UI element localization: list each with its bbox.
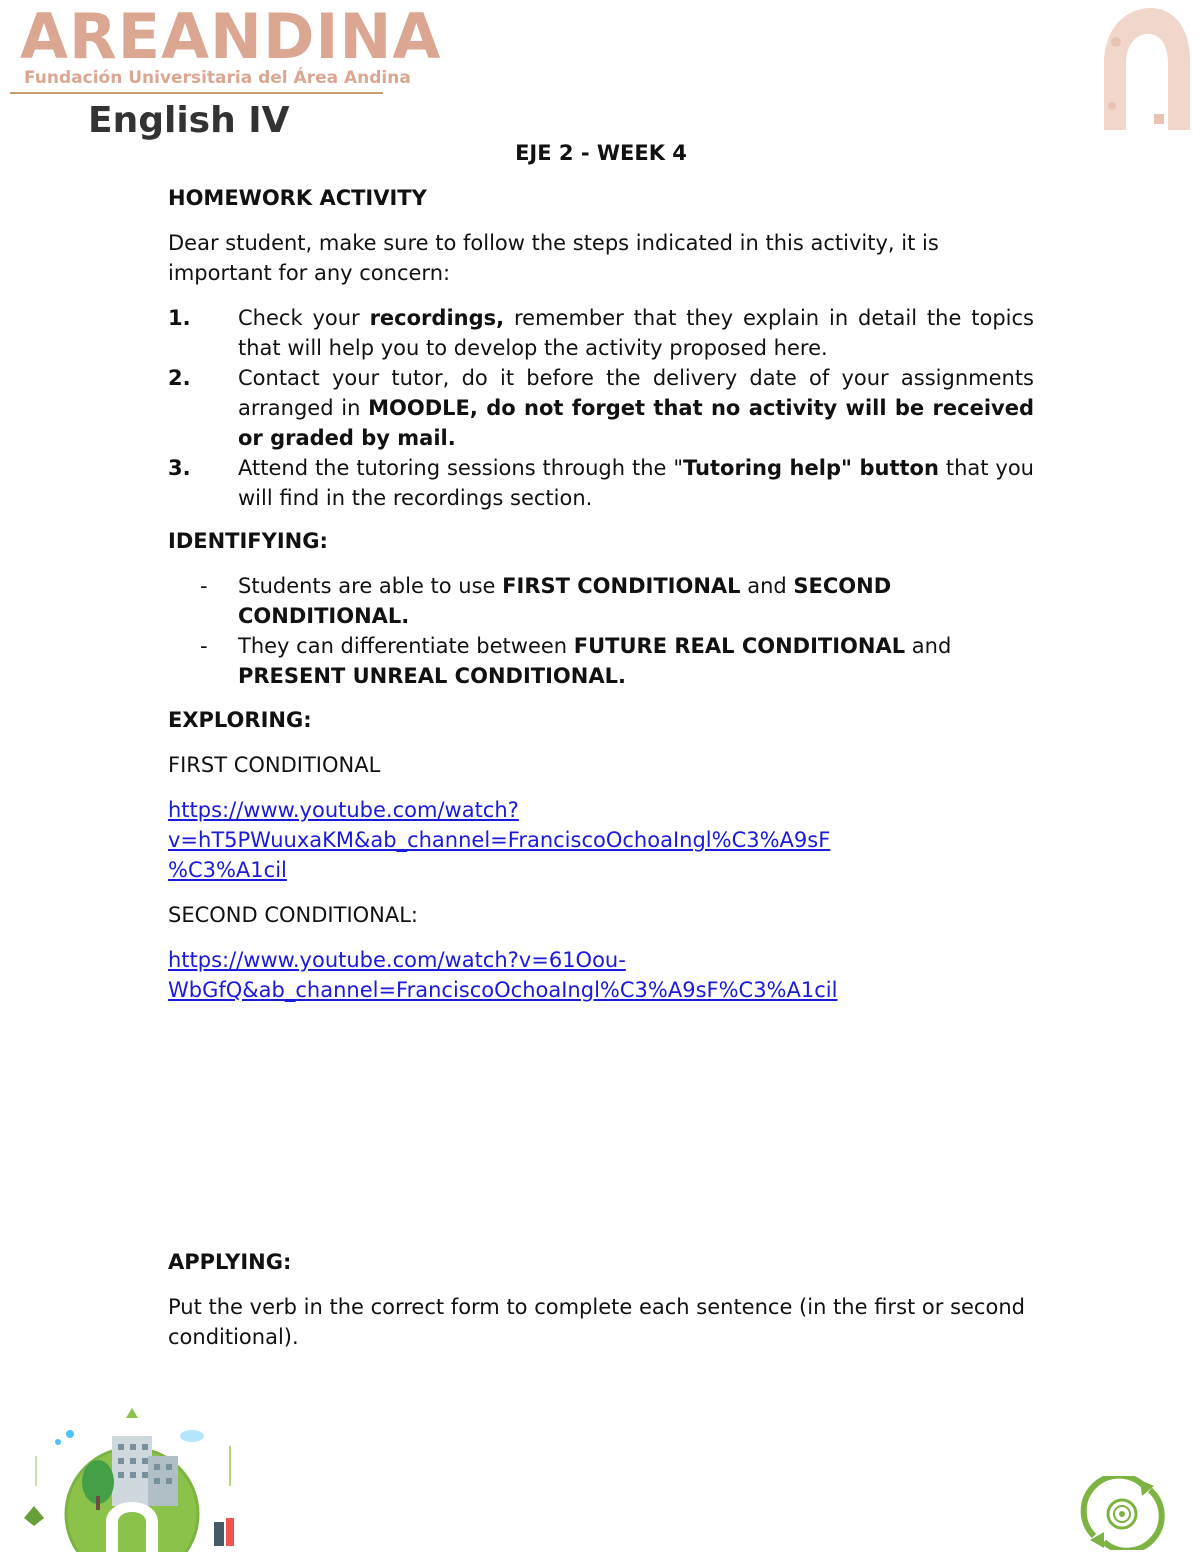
identifying-heading xyxy=(168,526,1034,556)
step-number: 2. xyxy=(168,366,191,390)
exploring-heading xyxy=(168,705,1034,735)
second-conditional-link[interactable] xyxy=(168,945,1034,1005)
video-link-line[interactable]: %C3%A1cil xyxy=(168,858,287,882)
step-number: 1. xyxy=(168,306,191,330)
applying-instruction xyxy=(168,1292,1034,1352)
recycle-badge-icon xyxy=(1074,1476,1170,1550)
objective-text: Students are able to use FIRST CONDITIONAL and SECOND CONDITIONAL. xyxy=(238,574,892,628)
list-item xyxy=(168,363,1034,453)
bullet-dash: - xyxy=(200,574,208,598)
second-conditional-label xyxy=(168,900,1034,930)
video-label: SECOND CONDITIONAL: xyxy=(168,903,419,927)
video-link-line[interactable]: WbGfQ&ab_channel=FranciscoOchoaIngl%C3%A9sF%C3%A1cil xyxy=(168,978,838,1002)
section-heading: IDENTIFYING: xyxy=(168,529,328,553)
list-item xyxy=(200,571,1000,631)
list-item xyxy=(168,303,1034,363)
first-conditional-link[interactable] xyxy=(168,795,1034,885)
section-heading: HOMEWORK ACTIVITY xyxy=(168,186,427,210)
first-conditional-label xyxy=(168,750,1034,780)
brand-subtitle: Fundación Universitaria del Área Andina xyxy=(24,68,411,88)
objective-text: They can differentiate between FUTURE REAL CONDITIONAL and PRESENT UNREAL CONDITIONAL. xyxy=(238,634,952,688)
section-heading: APPLYING: xyxy=(168,1250,292,1274)
objectives-list xyxy=(200,571,1000,691)
course-title: English IV xyxy=(88,100,290,141)
homework-heading xyxy=(168,183,1034,213)
video-link-line[interactable]: v=hT5PWuuxaKM&ab_channel=FranciscoOchoaIngl%C3%A9sF xyxy=(168,828,831,852)
intro-text: Dear student, make sure to follow the steps indicated in this activity, it is important for any concern: xyxy=(168,231,939,285)
applying-heading xyxy=(168,1247,1034,1277)
bullet-dash: - xyxy=(200,634,208,658)
list-item xyxy=(200,631,1000,691)
video-label: FIRST CONDITIONAL xyxy=(168,753,381,777)
step-text: Contact your tutor, do it before the delivery date of your assignments arranged in MOODLE, do not forget that no activity will be received or graded by mail. xyxy=(238,366,1034,450)
instruction-text: Put the verb in the correct form to complete each sentence (in the first or second conditional). xyxy=(168,1295,1025,1349)
corner-a-logo-icon xyxy=(1090,2,1196,142)
brand-logo: AREANDINA xyxy=(20,0,442,73)
eco-city-illustration-icon xyxy=(14,1406,264,1552)
step-text: Check your recordings, remember that they explain in detail the topics that will help you to develop the activity proposed here. xyxy=(238,306,1034,360)
step-number: 3. xyxy=(168,456,191,480)
step-text: Attend the tutoring sessions through the "Tutoring help" button that you will find in the recordings section. xyxy=(238,456,1034,510)
video-link-line[interactable]: https://www.youtube.com/watch?v=61Oou- xyxy=(168,948,626,972)
section-heading: EXPLORING: xyxy=(168,708,312,732)
steps-list xyxy=(168,303,1034,513)
page-title: EJE 2 - WEEK 4 xyxy=(515,141,687,165)
list-item xyxy=(168,453,1034,513)
homework-intro xyxy=(168,228,1034,288)
video-link-line[interactable]: https://www.youtube.com/watch? xyxy=(168,798,519,822)
brand-divider xyxy=(10,92,383,94)
